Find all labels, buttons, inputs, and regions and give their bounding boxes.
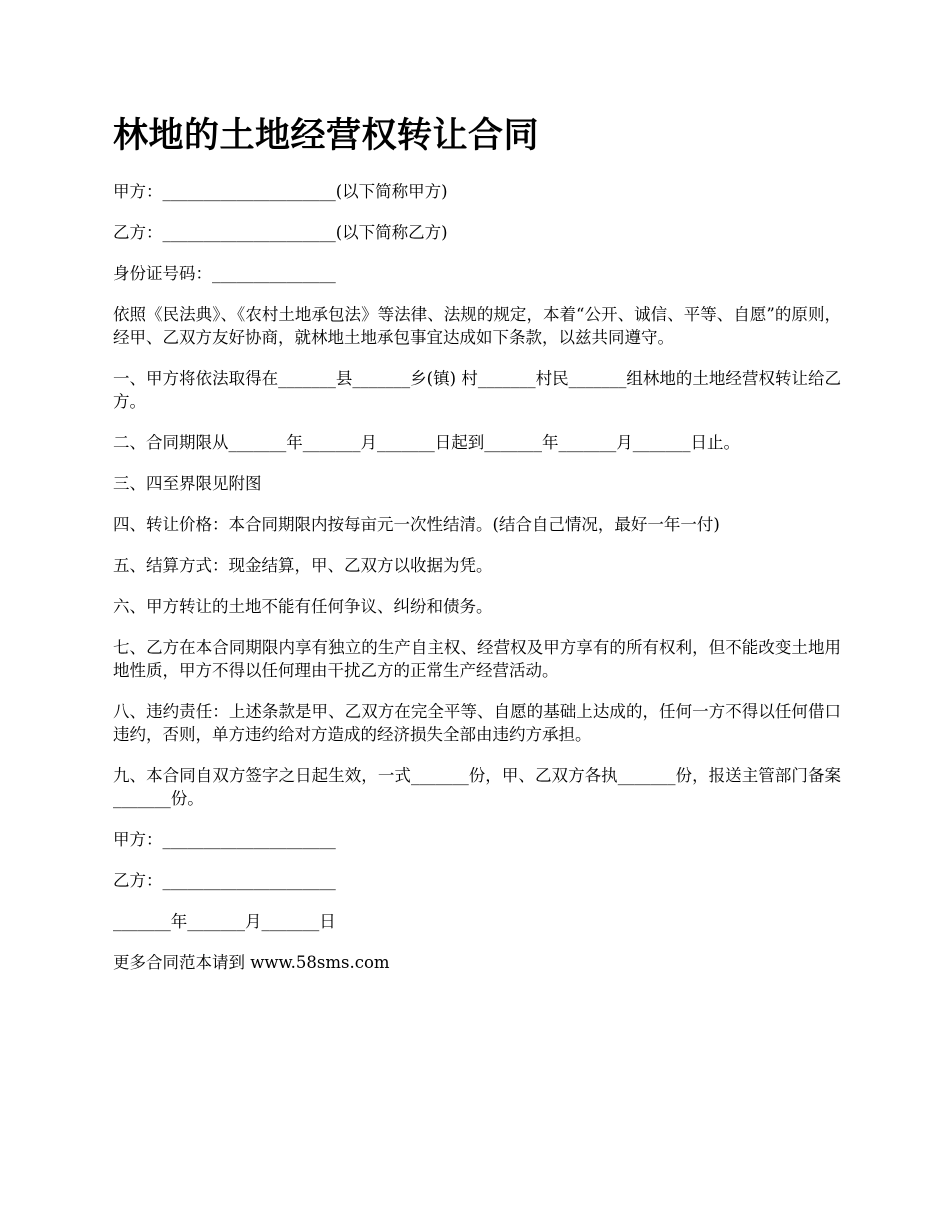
clause-6: 六、甲方转让的土地不能有任何争议、纠纷和债务。 — [113, 597, 493, 616]
document-title: 林地的土地经营权转让合同 — [113, 116, 540, 156]
party-a-line: 甲方：_____________________(以下简称甲方) — [113, 182, 448, 201]
footer-link-text: 更多合同范本请到 www.58sms.com — [113, 953, 390, 972]
preamble-paragraph: 依照《民法典》、《农村土地承包法》等法律、法规的规定，本着“公开、诚信、平等、自愿”的原则，经甲、乙双方友好协商，就林地土地承包事宜达成如下条款，以兹共同遵守。 — [113, 305, 841, 347]
clause-3: 三、四至界限见附图 — [113, 474, 262, 493]
party-b-line: 乙方：_____________________(以下简称乙方) — [113, 223, 448, 242]
clause-7: 七、乙方在本合同期限内享有独立的生产自主权、经营权及甲方享有的所有权利，但不能改变土地用地性质，甲方不得以任何理由干扰乙方的正常生产经营活动。 — [113, 638, 841, 680]
id-number-line: 身份证号码：_______________ — [113, 264, 336, 283]
clause-8: 八、违约责任：上述条款是甲、乙双方在完全平等、自愿的基础上达成的，任何一方不得以任何借口违约，否则，单方违约给对方造成的经济损失全部由违约方承担。 — [113, 702, 841, 744]
signature-party-b: 乙方：_____________________ — [113, 871, 336, 890]
signing-date-line: _______年_______月_______日 — [113, 912, 336, 931]
clause-1: 一、甲方将依法取得在_______县_______乡(镇) 村_______村民_______组林地的土地经营权转让给乙方。 — [113, 369, 841, 411]
clause-2: 二、合同期限从_______年_______月_______日起到_______年_______月_______日止。 — [113, 433, 740, 452]
signature-party-a: 甲方：_____________________ — [113, 830, 336, 849]
clause-4: 四、转让价格：本合同期限内按每亩元一次性结清。(结合自己情况，最好一年一付) — [113, 515, 720, 534]
contract-page — [113, 112, 841, 992]
clause-9: 九、本合同自双方签字之日起生效，一式_______份，甲、乙双方各执_______份，报送主管部门备案_______份。 — [113, 766, 841, 808]
clause-5: 五、结算方式：现金结算，甲、乙双方以收据为凭。 — [113, 556, 493, 575]
